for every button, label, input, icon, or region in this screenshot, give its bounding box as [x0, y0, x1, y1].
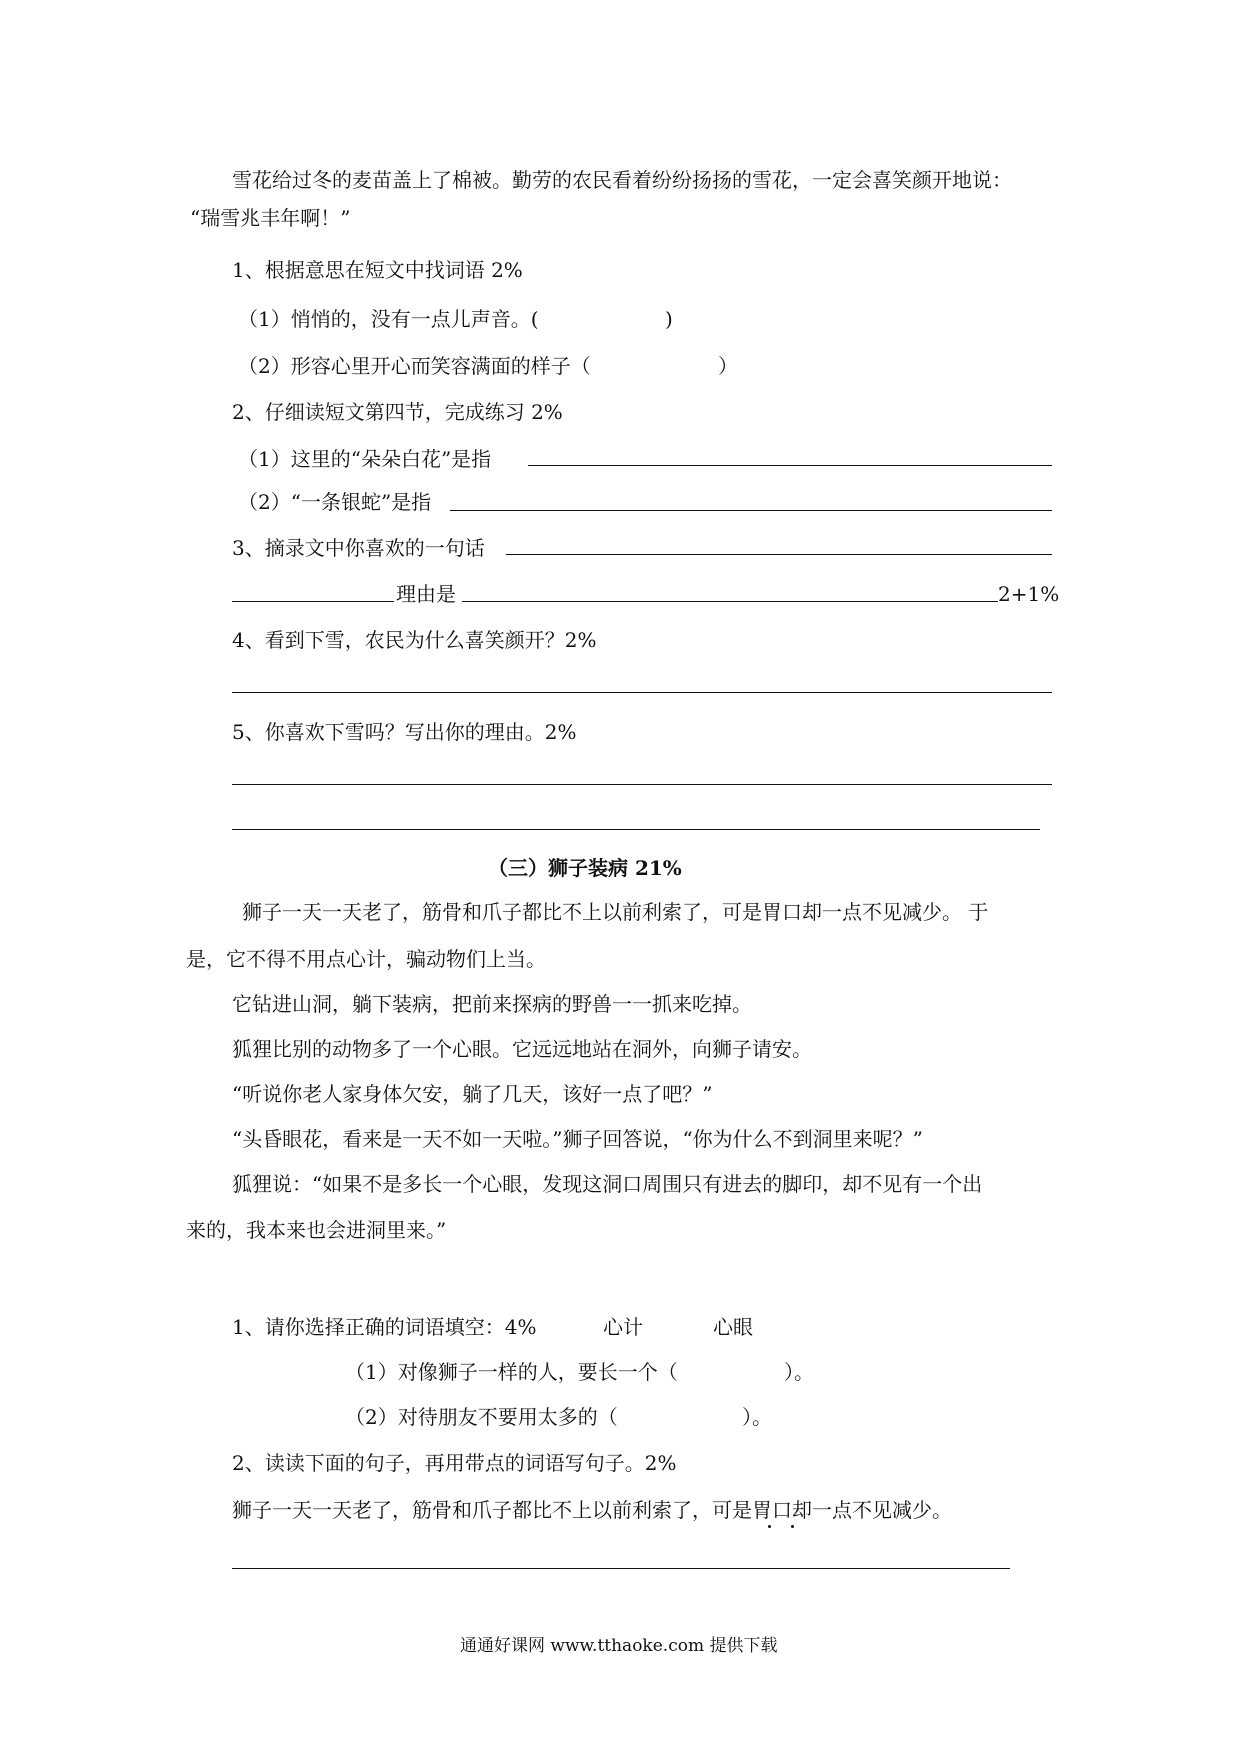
passage-text: 狐狸比别的动物多了一个心眼。它远远地站在洞外，向狮子请安。 [232, 1037, 812, 1061]
passage-text: 来的，我本来也会进洞里来。” [186, 1218, 447, 1242]
emphasis-dot [768, 1525, 771, 1528]
passage-text: 狐狸说：“如果不是多长一个心眼，发现这洞口周围只有进去的脚印，却不见有一个出 [232, 1172, 983, 1196]
score-label: 2+1% [998, 582, 1060, 606]
footer-credit: 通通好课网 www.tthaoke.com 提供下载 [460, 1636, 778, 1656]
answer-line[interactable] [462, 601, 998, 602]
passage-text: 狮子一天一天老了，筋骨和爪子都比不上以前利索了，可是胃口却一点不见减少。 于 [242, 900, 989, 924]
passage-text: 是，它不得不用点心计，骗动物们上当。 [186, 947, 546, 971]
emphasis-dot [791, 1525, 794, 1528]
question-title: 5、你喜欢下雪吗？写出你的理由。2% [232, 720, 577, 744]
question-title: 4、看到下雪，农民为什么喜笑颜开？2% [232, 628, 597, 652]
passage-text: “头昏眼花，看来是一天不如一天啦。”狮子回答说，“你为什么不到洞里来呢？” [232, 1127, 923, 1151]
answer-line[interactable] [450, 510, 1052, 511]
question-title: 2、读读下面的句子，再用带点的词语写句子。2% [232, 1451, 677, 1475]
question-item: （2）对待朋友不要用太多的（ [345, 1405, 618, 1429]
question-item: （1）悄悄的，没有一点儿声音。( [238, 307, 539, 331]
question-title: 1、根据意思在短文中找词语 2% [232, 258, 523, 282]
bracket-close: ）。 [742, 1405, 772, 1429]
answer-line[interactable] [506, 554, 1052, 555]
passage-text: 雪花给过冬的麦苗盖上了棉被。勤劳的农民看着纷纷扬扬的雪花，一定会喜笑颜开地说： [232, 168, 1012, 192]
question-item: 理由是 [396, 582, 456, 606]
answer-line[interactable] [232, 784, 1052, 785]
answer-line[interactable] [232, 829, 1040, 830]
answer-line[interactable] [232, 601, 394, 602]
answer-line[interactable] [528, 465, 1052, 466]
question-item: （1）这里的“朵朵白花”是指 [238, 447, 492, 471]
question-title: 2、仔细读短文第四节，完成练习 2% [232, 400, 563, 424]
word-option: 心计 [603, 1315, 643, 1339]
question-item: （1）对像狮子一样的人，要长一个（ [345, 1360, 678, 1384]
passage-text: “听说你老人家身体欠安，躺了几天，该好一点了吧？” [232, 1082, 713, 1106]
passage-text: “瑞雪兆丰年啊！” [190, 206, 351, 230]
passage-text: 它钻进山洞，躺下装病，把前来探病的野兽一一抓来吃掉。 [232, 992, 752, 1016]
bracket-close: ）。 [784, 1360, 814, 1384]
example-sentence: 狮子一天一天老了，筋骨和爪子都比不上以前利索了，可是胃口却一点不见减少。 [232, 1498, 952, 1522]
question-title: 3、摘录文中你喜欢的一句话 [232, 536, 485, 560]
question-title: 1、请你选择正确的词语填空：4% [232, 1315, 537, 1339]
answer-line[interactable] [232, 692, 1052, 693]
section-heading: （三）狮子装病 21% [488, 856, 682, 880]
bracket-close: ) [665, 307, 673, 331]
question-item: （2）“一条银蛇”是指 [238, 490, 432, 514]
answer-line[interactable] [232, 1568, 1010, 1569]
bracket-close: ） [718, 354, 738, 378]
question-item: （2）形容心里开心而笑容满面的样子（ [238, 354, 591, 378]
word-option: 心眼 [713, 1315, 753, 1339]
